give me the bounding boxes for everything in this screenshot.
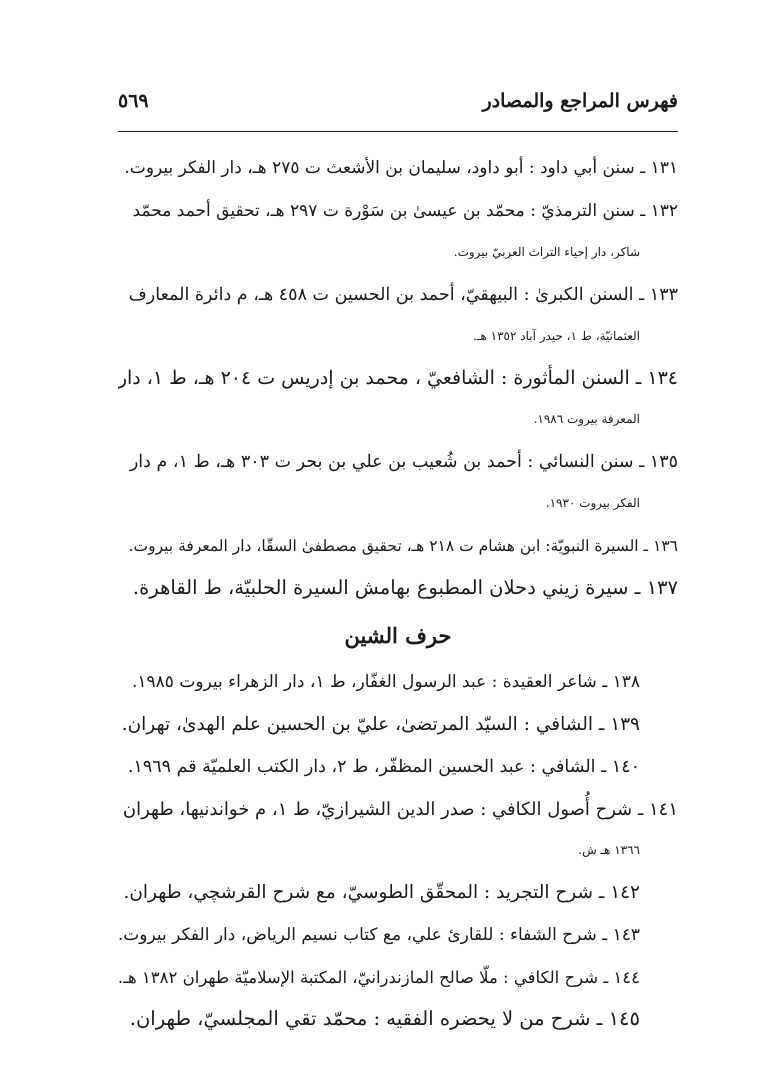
bibliography-entry-140 <box>118 745 678 788</box>
bibliography-entry-144 <box>118 956 678 998</box>
entry-line: ١٤٠ ـ الشافي : عبد الحسين المظفّر، ط ٢، دار الكتب العلميّة قم ١٩٦٩. <box>127 757 640 777</box>
header-divider <box>118 131 678 132</box>
entry-continuation: شاكر، دار إحياء التراث العربيّ بيروت. <box>453 245 640 259</box>
entry-line: ١٣٨ ـ شاعر العقيدة : عبد الرسول الغفّار، ط ١، دار الزهراء بيروت ١٩٨٥. <box>131 672 640 692</box>
entry-line: ١٤٥ ـ شرح من لا يحضره الفقيه : محمّد تقي المجلسيّ، طهران. <box>129 1007 640 1030</box>
entry-continuation: العثمانيّة، ط ١، حيدر آباد ١٣٥٢ هـ. <box>473 329 640 343</box>
entry-continuation: الفكر بيروت ١٩٣٠. <box>545 496 640 510</box>
bibliography-entry-133 <box>118 273 678 357</box>
entry-line: ١٤٤ ـ شرح الكافي : ملّا صالح المازندرانيّ، المكتبة الإسلاميّة طهران ١٣٨٢ هـ. <box>118 968 640 987</box>
bibliography-entry-139 <box>118 703 678 745</box>
entry-continuation: ١٣٦٦ هـ ش. <box>578 843 640 857</box>
header-title: فهرس المراجع والمصادر <box>482 90 678 112</box>
entry-line: ١٣٣ ـ السنن الكبرىٰ : البيهقيّ، أحمد بن الحسين ت ٤٥٨ هـ، م دائرة المعارف <box>128 285 678 305</box>
entry-line: ١٤١ ـ شرح أُصول الكافي : صدر الدين الشيرازيّ، ط ١، م خواندنيها، طهران <box>122 799 678 820</box>
entry-line: ١٣٩ ـ الشافي : السيّد المرتضىٰ، عليّ بن الحسين علم الهدىٰ، تهران. <box>121 714 640 735</box>
section-heading: حرف الشين <box>344 623 452 648</box>
running-header <box>118 86 678 128</box>
bibliography-entry-131 <box>118 146 678 189</box>
bibliography-entry-136 <box>118 524 678 567</box>
entry-line: ١٣٦ ـ السيرة النبويّة: ابن هشام ت ٢١٨ هـ، تحقيق مصطفىٰ السقّا، دار المعرفة بيروت. <box>128 537 678 555</box>
bibliography-entry-132 <box>118 189 678 273</box>
bibliography-entry-145 <box>118 998 678 1039</box>
entry-line: ١٣٧ ـ سيرة زيني دحلان المطبوع بهامش السيرة الحلبيّة، ط القاهرة. <box>132 576 678 599</box>
bibliography-entry-141 <box>118 788 678 871</box>
entry-continuation: المعرفة بيروت ١٩٨٦. <box>533 412 640 426</box>
bibliography-entry-137 <box>118 567 678 608</box>
bibliography-entry-143 <box>118 913 678 956</box>
entry-line: ١٣٤ ـ السنن المأثورة : الشافعيّ ، محمد بن إدريس ت ٢٠٤ هـ، ط ١، دار <box>118 367 678 389</box>
entry-line: ١٣١ ـ سنن أبي داود : أبو داود، سليمان بن الأشعث ت ٢٧٥ هـ، دار الفكر بيروت. <box>124 158 678 178</box>
bibliography-entry-135 <box>118 440 678 524</box>
bibliography-list <box>118 146 678 1039</box>
entry-line: ١٣٥ ـ سنن النسائي : أحمد بن شُعيب بن علي بن بحر ت ٣٠٣ هـ، ط ١، م دار <box>129 452 678 472</box>
bibliography-entry-134 <box>118 357 678 440</box>
entry-line: ١٤٢ ـ شرح التجريد : المحقّق الطوسيّ، مع شرح القرشچي، طهران. <box>123 882 640 903</box>
bibliography-entry-138 <box>118 660 678 703</box>
entry-line: ١٤٣ ـ شرح الشفاء : للقارئ علي، مع كتاب نسيم الرياض، دار الفكر بيروت. <box>118 925 640 945</box>
bibliography-entry-142 <box>118 871 678 913</box>
entry-line: ١٣٢ ـ سنن الترمذيّ : محمّد بن عيسىٰ بن سَوْرة ت ٢٩٧ هـ، تحقيق أحمد محمّد <box>132 201 678 221</box>
page-number: ٥٦٩ <box>118 90 149 112</box>
